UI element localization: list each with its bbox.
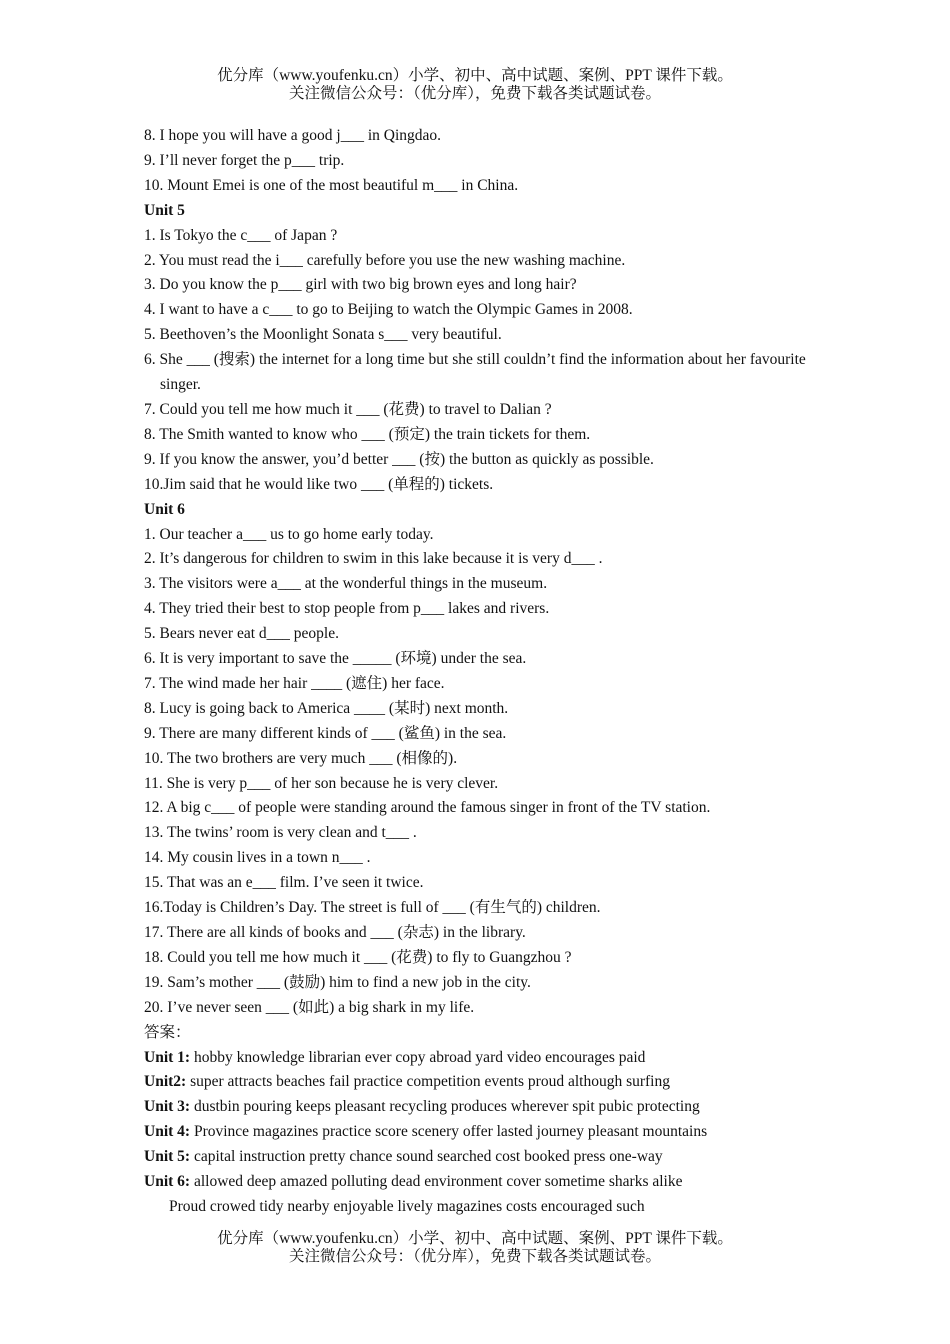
question: 1. Is Tokyo the c___ of Japan ? [144, 226, 338, 244]
answer-words: dustbin pouring keeps pleasant recycling produces wherever spit pubic protecting [190, 1098, 700, 1116]
question: 2. It’s dangerous for children to swim in this lake because it is very d___ . [144, 550, 603, 568]
answer-unit-label: Unit 4: [144, 1123, 191, 1141]
question: 8. The Smith wanted to know who ___ (预定) the train tickets for them. [144, 425, 591, 443]
question: 5. Beethoven’s the Moonlight Sonata s___ very beautiful. [144, 326, 502, 344]
answer-unit-label: Unit 3: [144, 1098, 191, 1116]
question: 15. That was an e___ film. I’ve seen it twice. [144, 874, 424, 892]
footer-line-2: 关注微信公众号：（优分库），免费下载各类试题试卷。 [288, 1248, 661, 1265]
answer-unit-label: Unit 1: [144, 1048, 191, 1066]
question: 16.Today is Children’s Day. The street is full of ___ (有生气的) children. [144, 899, 601, 917]
unit6-heading: Unit 6 [144, 500, 185, 518]
question: 10.Jim said that he would like two ___ (单程的) tickets. [144, 475, 494, 493]
worksheet-body [144, 124, 824, 1220]
question: 4. I want to have a c___ to go to Beijing to watch the Olympic Games in 2008. [144, 301, 633, 319]
question: 4. They tried their best to stop people from p___ lakes and rivers. [144, 600, 550, 618]
answer-unit-label: Unit2: [144, 1073, 187, 1091]
answer-unit-label: Unit 5: [144, 1148, 191, 1166]
question: 5. Bears never eat d___ people. [144, 625, 339, 643]
answer-row [144, 1145, 824, 1170]
answer-row-continued: Proud crowed tidy nearby enjoyable lively magazines costs encouraged such [169, 1197, 645, 1215]
question: 10. Mount Emei is one of the most beautiful m___ in China. [144, 176, 519, 194]
answer-row [144, 1046, 824, 1071]
question: 8. Lucy is going back to America ____ (某时) next month. [144, 699, 509, 717]
answer-words: super attracts beaches fail practice competition events proud although surfing [186, 1073, 670, 1091]
page-footer [0, 1230, 950, 1266]
question: 11. She is very p___ of her son because he is very clever. [144, 774, 499, 792]
footer-line-1: 优分库（www.youfenku.cn）小学、初中、高中试题、案例、PPT 课件下载。 [217, 1230, 733, 1247]
answer-words: Province magazines practice score scenery offer lasted journey pleasant mountains [190, 1123, 708, 1141]
question: 9. I’ll never forget the p___ trip. [144, 151, 345, 169]
answer-words: capital instruction pretty chance sound searched cost booked press one-way [190, 1148, 663, 1166]
question: 6. It is very important to save the _____ (环境) under the sea. [144, 650, 527, 668]
answer-row [144, 1070, 824, 1095]
answer-unit-label: Unit 6: [144, 1173, 191, 1191]
question: 18. Could you tell me how much it ___ (花费) to fly to Guangzhou ? [144, 948, 572, 966]
question: 3. The visitors were a___ at the wonderful things in the museum. [144, 575, 548, 593]
question: 9. There are many different kinds of ___ (鲨鱼) in the sea. [144, 724, 507, 742]
question: 13. The twins’ room is very clean and t___ . [144, 824, 417, 842]
question: 10. The two brothers are very much ___ (相像的). [144, 749, 458, 767]
question: 7. The wind made her hair ____ (遮住) her face. [144, 674, 445, 692]
answer-words: hobby knowledge librarian ever copy abroad yard video encourages paid [190, 1048, 646, 1066]
header-line-1: 优分库（www.youfenku.cn）小学、初中、高中试题、案例、PPT 课件下载。 [217, 67, 733, 84]
question: 1. Our teacher a___ us to go home early today. [144, 525, 434, 543]
unit5-section [144, 199, 824, 498]
answer-words: allowed deep amazed polluting dead environment cover sometime sharks alike [190, 1173, 683, 1191]
answer-row [144, 1095, 824, 1120]
unit4-continued [144, 124, 824, 199]
question: 9. If you know the answer, you’d better ___ (按) the button as quickly as possible. [144, 450, 654, 468]
unit6-section [144, 498, 824, 1021]
answer-key-heading: 答案： [144, 1023, 191, 1041]
question: 6. She ___ (搜索) the internet for a long time but she still couldn’t find the information about her favourite singer. [144, 351, 806, 394]
question: 8. I hope you will have a good j___ in Qingdao. [144, 127, 442, 144]
question: 12. A big c___ of people were standing around the famous singer in front of the TV station. [144, 799, 711, 817]
header-line-2: 关注微信公众号：（优分库），免费下载各类试题试卷。 [288, 85, 661, 102]
question: 20. I’ve never seen ___ (如此) a big shark in my life. [144, 998, 475, 1016]
question: 2. You must read the i___ carefully before you use the new washing machine. [144, 251, 626, 269]
page-header [0, 67, 950, 103]
answer-row [144, 1170, 824, 1195]
question: 14. My cousin lives in a town n___ . [144, 849, 371, 867]
answer-key [144, 1021, 824, 1220]
unit5-heading: Unit 5 [144, 201, 185, 219]
question: 17. There are all kinds of books and ___ (杂志) in the library. [144, 924, 526, 941]
question: 7. Could you tell me how much it ___ (花费) to travel to Dalian ? [144, 400, 552, 418]
question: 3. Do you know the p___ girl with two big brown eyes and long hair? [144, 276, 577, 294]
answer-row [144, 1120, 824, 1145]
question: 19. Sam’s mother ___ (鼓励) him to find a new job in the city. [144, 973, 531, 991]
